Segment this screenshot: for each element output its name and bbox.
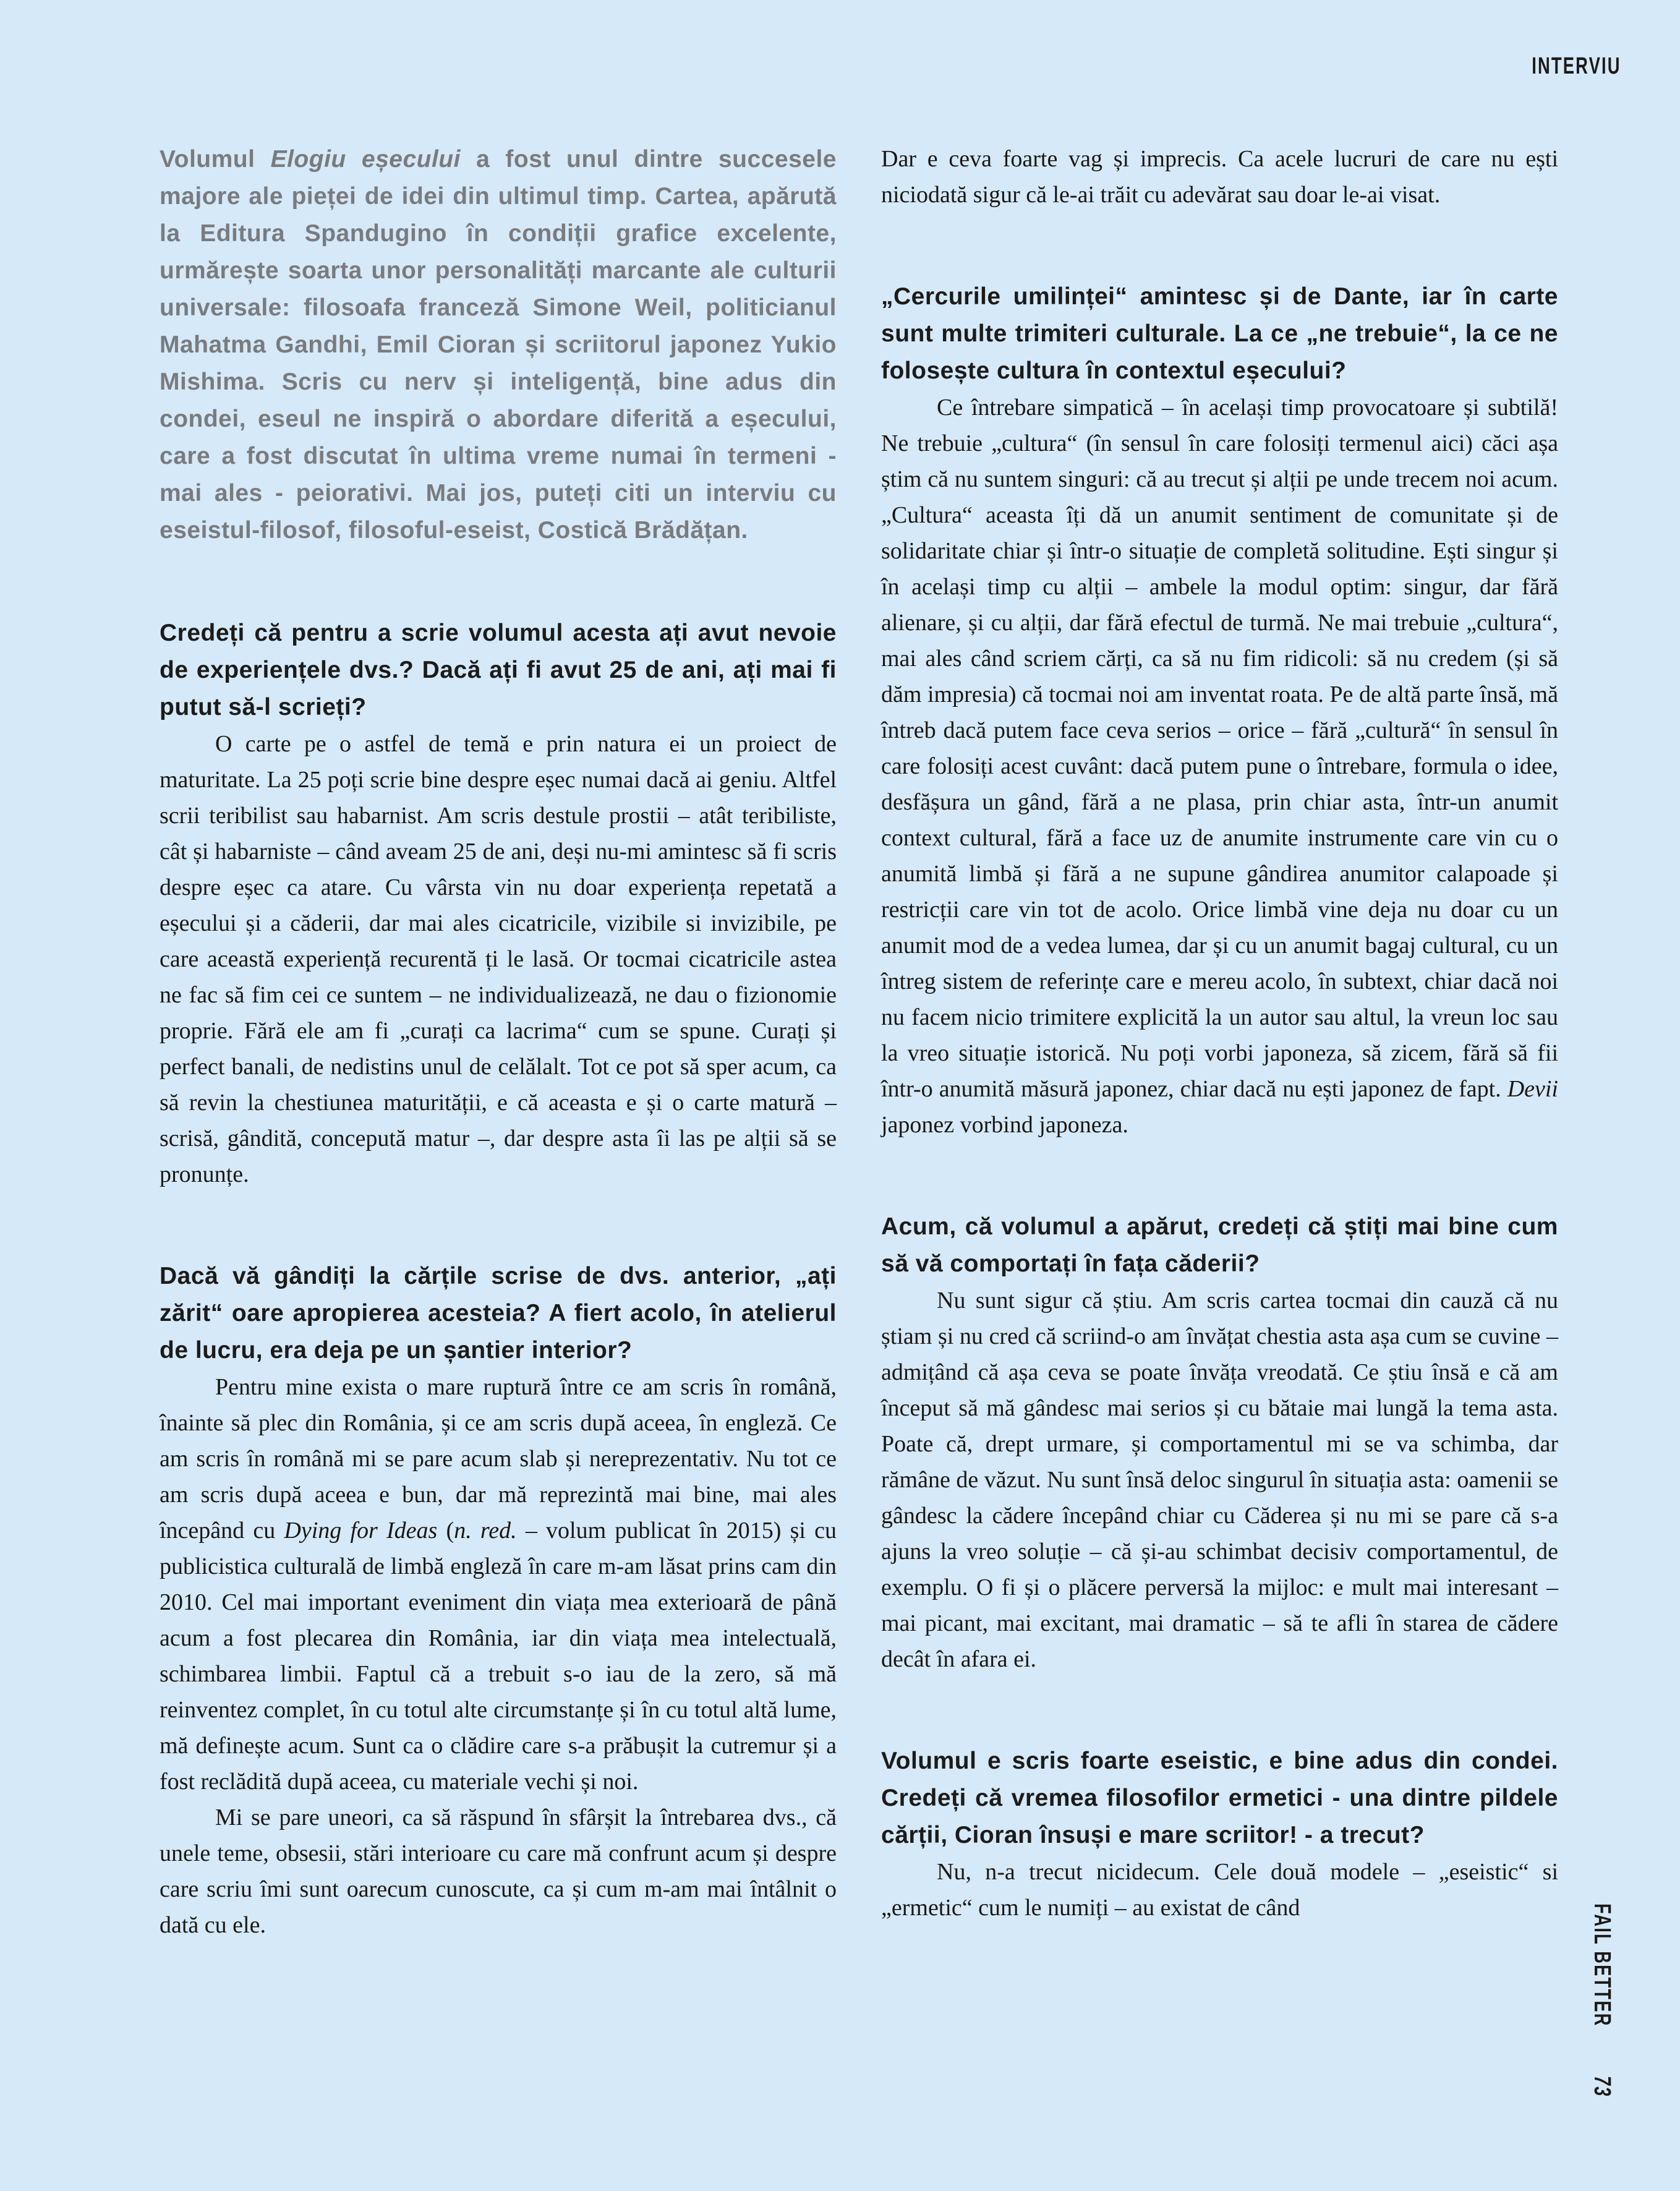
interview-answer: Mi se pare uneori, ca să răspund în sfârșit la întrebarea dvs., că unele teme, obsesii, stări interioare cu care mă confrunt acum și despre care scriu îmi sunt oarecum cunoscute, ca și cum m-am mai întâlnit o dată cu ele. <box>160 1804 837 1938</box>
interview-answer: Pentru mine exista o mare ruptură între ce am scris în română, înainte să plec din România, și ce am scris după aceea, în engleză. Ce am scris în română mi se pare acum slab și nereprezentativ. Nu tot ce am scris după aceea e bun, dar mă reprezintă mai bine, mai ales începând cu Dying for Ideas (n. red. – volum publicat în 2015) și cu publicistica culturală de limbă engleză în care m-am lăsat prins cam din 2010. Cel mai important eveniment din viața mea exterioară de până acum a fost plecarea din România, iar din viața mea intelectuală, schimbarea limbii. Faptul că a trebuit s-o iau de la zero, să mă reinventez complet, în cu totul alte circumstanțe și în cu totul altă lume, mă definește acum. Sunt ca o clădire care s-a prăbușit la cutremur și a fost reclădită după aceea, cu materiale vechi și noi. <box>160 1374 837 1795</box>
section-label: INTERVIU <box>1532 53 1621 79</box>
page-number: 73 <box>1589 2075 1615 2098</box>
interview-question: Dacă vă gândiți la cărțile scrise de dvs. anterior, „ați zărit“ oare apropierea acesteia? A fiert acolo, în atelierul de lucru, era deja pe un șantier interior? <box>160 1263 837 1364</box>
interview-question: „Cercurile umilinței“ amintesc și de Dante, iar în carte sunt multe trimiteri culturale. La ce „ne trebuie“, la ce ne folosește cultura în contextul eșecului? <box>881 283 1558 384</box>
interview-question: Credeți că pentru a scrie volumul acesta ați avut nevoie de experiențele dvs.? Dacă ați fi avut 25 de ani, ați mai fi putut să-l scrieți? <box>160 620 837 720</box>
interview-question: Acum, că volumul a apărut, credeți că știți mai bine cum să vă comportați în fața căderii? <box>881 1213 1558 1277</box>
magazine-title: FAIL BETTER <box>1589 1903 1615 2027</box>
column-right <box>881 141 1558 1943</box>
interview-answer: Nu sunt sigur că știu. Am scris cartea tocmai din cauză că nu știam și nu cred că scriind-o am învățat chestia asta așa cum se cuvine – admițând că așa ceva se poate învăța vreodată. Ce știu însă e că am început să mă gândesc mai serios și cu bătaie mai lungă la tema asta. Poate că, drept urmare, și comportamentul mi se va schimba, dar rămâne de văzut. Nu sunt însă deloc singurul în situația asta: oamenii se gândesc la cădere începând chiar cu Căderea și nu mi se pare că s-a ajuns la vreo soluție – că și-au schimbat decisiv comportamentul, de exemplu. O fi și o plăcere perversă la mijloc: e mult mai interesant – mai picant, mai excitant, mai dramatic – să te afli în starea de cădere decât în afara ei. <box>881 1288 1558 1672</box>
interview-answer: Dar e ceva foarte vag și imprecis. Ca acele lucruri de care nu ești niciodată sigur că le-ai trăit cu adevărat sau doar le-ai visat. <box>881 146 1558 208</box>
page-footer <box>1588 1903 1615 2098</box>
article-intro: Volumul Elogiu eșecului a fost unul dintre succesele majore ale pieței de idei din ultimul timp. Cartea, apărută la Editura Spandugino în condiții grafice excelente, urmărește soarta unor personalități marcante ale culturii universale: filosoafa franceză Simone Weil, politicianul Mahatma Gandhi, Emil Cioran și scriitorul japonez Yukio Mishima. Scris cu nerv și inteligență, bine adus din condei, eseul ne inspiră o abordare diferită a eșecului, care a fost discutat în ultima vreme numai în termeni - mai ales - peiorativi. Mai jos, puteți citi un interviu cu eseistul-filosof, filosoful-eseist, Costică Brădățan. <box>160 146 837 544</box>
interview-answer: Nu, n-a trecut nicidecum. Cele două modele – „eseistic“ si „ermetic“ cum le numiți – au existat de când <box>881 1859 1558 1921</box>
interview-answer: O carte pe o astfel de temă e prin natura ei un proiect de maturitate. La 25 poți scrie bine despre eșec numai dacă ai geniu. Altfel scrii teribilist sau habarnist. Am scris destule prostii – atât teribiliste, cât și habarniste – când aveam 25 de ani, deși nu-mi amintesc să fi scris despre eșec ca atare. Cu vârsta vin nu doar experiența repetată a eșecului și a căderii, dar mai ales cicatricile, vizibile si invizibile, pe care această experiență recurentă ți le lasă. Or tocmai cicatricile astea ne fac să fim cei ce suntem – ne individualizează, ne dau o fizionomie proprie. Fără ele am fi „curați ca lacrima“ cum se spune. Curați și perfect banali, de nedistins unul de celălalt. Tot ce pot să sper acum, ca să revin la chestiunea maturității, e că aceasta e și o carte matură – scrisă, gândită, concepută matur –, dar despre asta îi las pe alții să se pronunțe. <box>160 731 837 1187</box>
article-body <box>160 141 1558 1943</box>
column-left <box>160 141 837 1943</box>
interview-question: Volumul e scris foarte eseistic, e bine adus din condei. Credeți că vremea filosofilor ermetici - una dintre pildele cărții, Cioran însuși e mare scriitor! - a trecut? <box>881 1748 1558 1848</box>
interview-answer: Ce întrebare simpatică – în același timp provocatoare și subtilă! Ne trebuie „cultura“ (în sensul în care folosiți termenul aici) căci așa știm că nu suntem singuri: că au trecut și alții pe unde trecem noi acum. „Cultura“ aceasta îți dă un anumit sentiment de comunitate și de solidaritate chiar și într-o situație de completă solitudine. Ești singur și în același timp cu alții – ambele la modul optim: singur, dar fără alienare, și cu alții, dar fără efectul de turmă. Ne mai trebuie „cultura“, mai ales când scriem cărți, ca să nu fim ridicoli: să nu credem (și să dăm impresia) că tocmai noi am inventat roata. Pe de altă parte însă, mă întreb dacă putem face ceva serios – orice – fără „cultură“ în sensul în care folosiți acest cuvânt: dacă putem pune o întrebare, formula o idee, desfășura un gând, fără a ne plasa, prin chiar asta, într-un anumit context cultural, fără a face uz de anumite instrumente care vin cu o anumită limbă și fără a ne supune gândirea anumitor calapoade și restricții care vin tot de acolo. Orice limbă vine deja nu doar cu un anumit mod de a vedea lumea, dar și cu un anumit bagaj cultural, cu un întreg sistem de referințe care e mereu acolo, în subtext, chiar dacă noi nu facem nicio trimitere explicită la un autor sau altul, la vreun loc sau la vreo situație istorică. Nu poți vorbi japoneza, să zicem, fără să fii într-o anumită măsură japonez, chiar dacă nu ești japonez de fapt. Devii japonez vorbind japoneza. <box>881 395 1558 1138</box>
